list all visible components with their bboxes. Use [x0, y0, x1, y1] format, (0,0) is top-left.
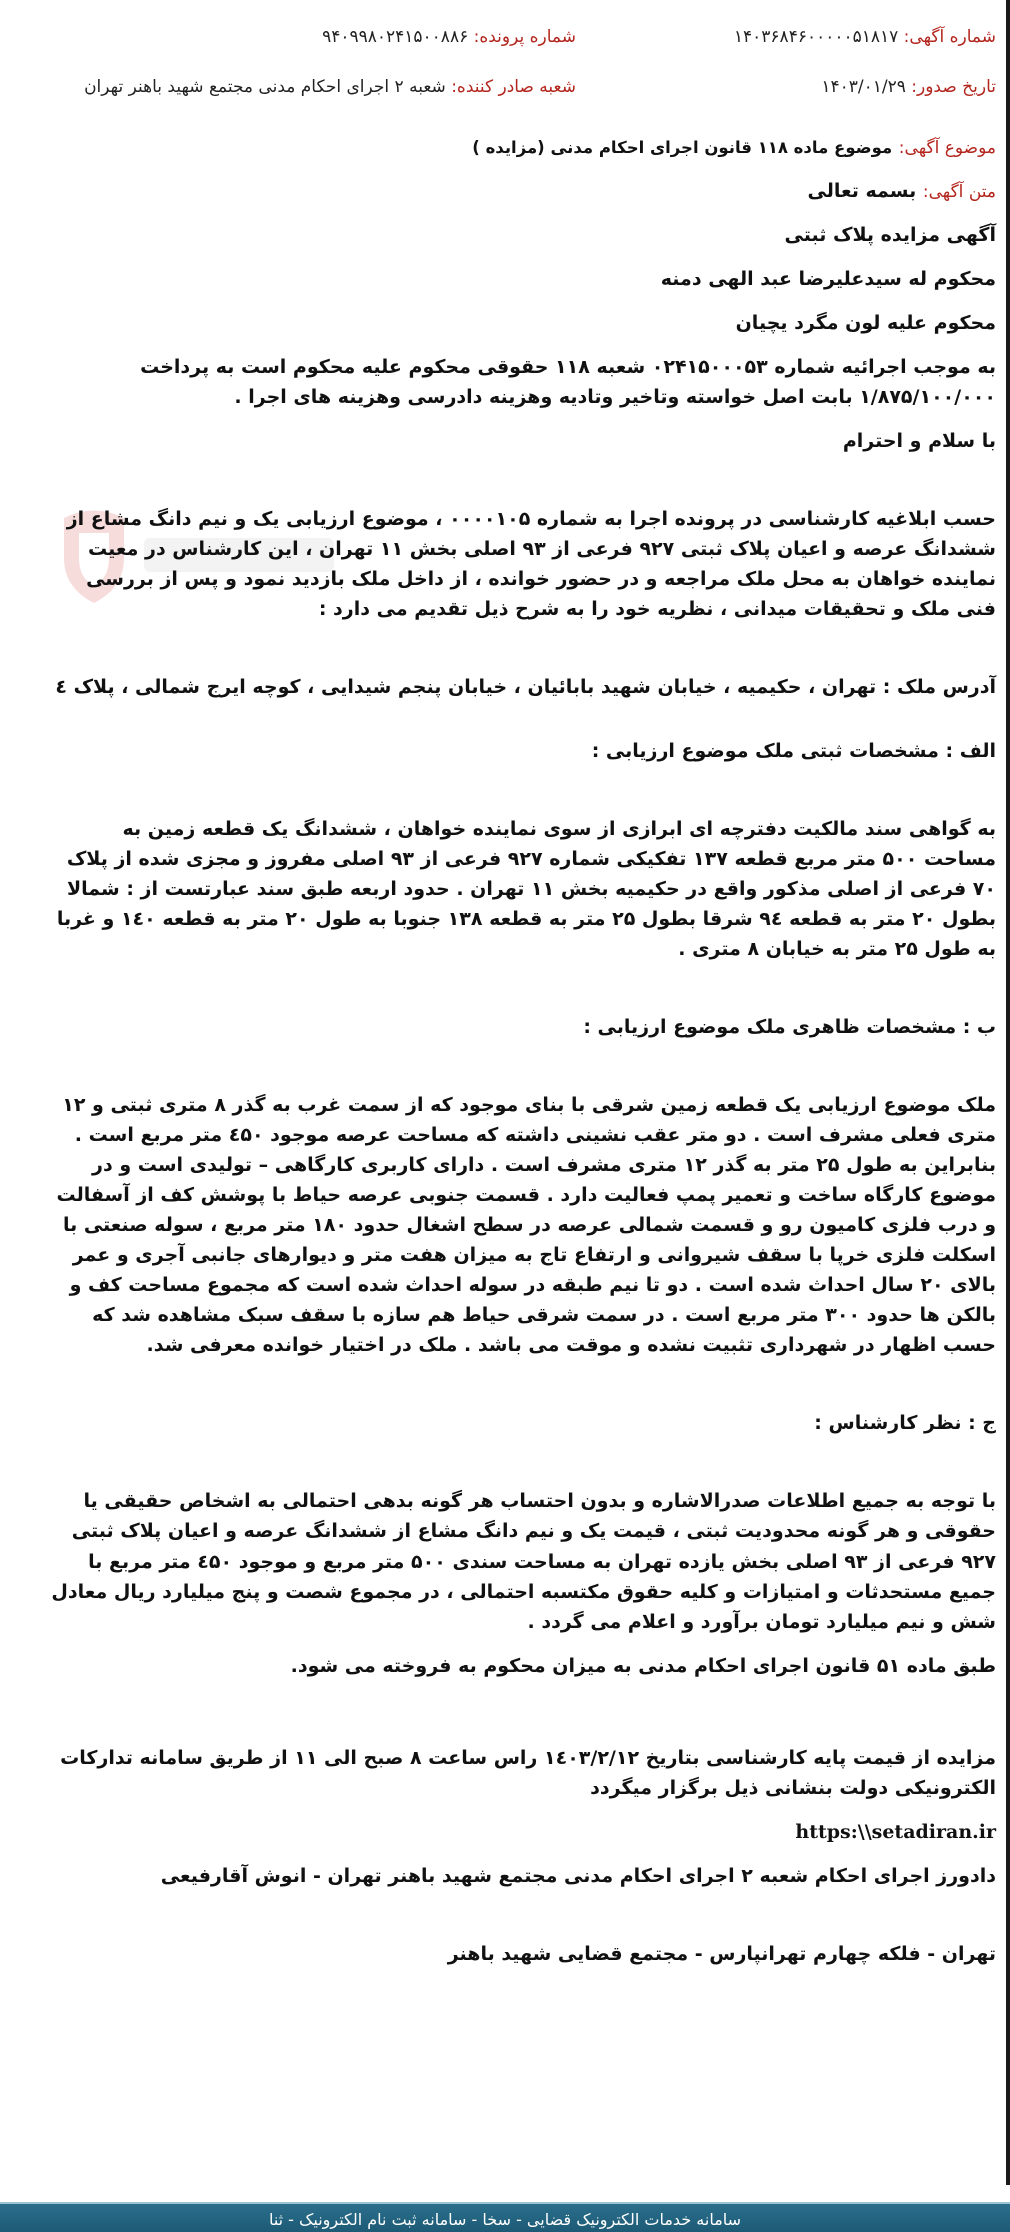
salutation: با سلام و احترام [842, 430, 996, 453]
auction-info: مزایده از قیمت پایه کارشناسی بتاریخ ۱٤۰۳/۲/۱۲ راس ساعت ۸ صبح الی ۱۱ از طریق سامانه تدارکات الکترونیکی دولت بنشانی ذیل برگزار میگردد [60, 1746, 996, 1799]
ad-title: آگهی مزایده پلاک ثبتی [784, 224, 996, 247]
body-text-label: متن آگهی: [922, 182, 996, 203]
issuing-branch-label: شعبه صادر کننده: [451, 77, 576, 97]
issue-date-value: ۱۴۰۳/۰۱/۲۹ [821, 77, 906, 97]
location-line: تهران - فلکه چهارم تهرانپارس - مجتمع قضایی شهید باهنر [447, 1942, 996, 1965]
auction-url-line [50, 1817, 996, 1847]
property-address: آدرس ملک : تهران ، حکیمیه ، خیابان شهید بابائیان ، خیابان پنجم شیدایی ، کوچه ایرج شمالی ، پلاک ٤ [55, 676, 996, 699]
ad-number-value: ۱۴۰۳۶۸۴۶۰۰۰۰۰۵۱۸۱۷ [733, 27, 899, 47]
ad-number-label: شماره آگهی: [903, 27, 996, 47]
notice-content [50, 132, 996, 1969]
issue-date [821, 77, 996, 97]
issuing-branch-value: شعبه ۲ اجرای احکام مدنی مجتمع شهید باهنر تهران [84, 77, 446, 97]
case-number-value: ۹۴۰۹۹۸۰۲۴۱۵۰۰۸۸۶ [322, 27, 469, 47]
intro-paragraph: به موجب اجرائیه شماره ۰۲۴۱۵۰۰۰۵۳ شعبه ۱۱۸ حقوقی محکوم علیه محکوم است به پرداخت ۱/۸۷۵/۱۰۰/۰۰۰ بابت اصل خواسته وتاخیر وتادیه وهزینه دادرسی وهزینه های اجرا . [140, 356, 996, 409]
section-c-title: ج : نظر کارشناس : [814, 1412, 996, 1435]
auction-url-link[interactable]: https:\\setadiran.ir [795, 1820, 996, 1843]
convicted-for: محکوم له سیدعلیرضا عبد الهی دمنه [660, 268, 996, 291]
section-a-title: الف : مشخصات ثبتی ملک موضوع ارزیابی : [591, 740, 996, 763]
article-51-text: طبق ماده ۵۱ قانون اجرای احکام مدنی به میزان محکوم به فروخته می شود. [290, 1654, 996, 1677]
section-b-title: ب : مشخصات ظاهری ملک موضوع ارزیابی : [583, 1016, 996, 1039]
subject-value: موضوع ماده ۱۱۸ قانون اجرای احکام مدنی (مزایده ) [472, 138, 893, 157]
subject-line [50, 132, 996, 162]
judge-signature: دادورز اجرای احکام شعبه ۲ اجرای احکام مدنی مجتمع شهید باهنر تهران - انوش آقارفیعی [160, 1864, 996, 1887]
case-number-label: شماره پرونده: [473, 27, 576, 47]
issue-date-label: تاریخ صدور: [911, 77, 996, 97]
issuing-branch [84, 77, 576, 97]
convicted-against: محکوم علیه لون مگرد یچیان [735, 312, 996, 335]
notice-paragraph: حسب ابلاغیه کارشناسی در پرونده اجرا به شماره ۰۰۰۰۱۰۵ ، موضوع ارزیابی یک و نیم دانگ مشاع از ششدانگ عرصه و اعیان پلاک ثبتی ۹۲۷ فرعی از ۹۳ اصلی بخش ۱۱ تهران ، این کارشناس در معیت نماینده خواهان به محل ملک مراجعه و در حضور خوانده ، از داخل ملک بازدید نمود و پس از بررسی فنی ملک و تحقیقات میدانی ، نظریه خود را به شرح ذیل تقدیم می دارد : [66, 508, 996, 621]
case-number [322, 27, 576, 47]
section-c-text: با توجه به جمیع اطلاعات صدرالاشاره و بدون احتساب هر گونه بدهی احتمالی به اشخاص حقیقی یا حقوقی و هر گونه محدودیت ثبتی ، قیمت یک و نیم دانگ مشاع از ششدانگ عرصه و اعیان پلاک ثبتی ۹۲۷ فرعی از ۹۳ اصلی بخش یازده تهران به مساحت سندی ۵۰۰ متر مربع و موجود ٤۵۰ متر مربع با جمیع مستحدثات و امتیازات و کلیه حقوق مکتسبه احتمالی ، در مجموع شصت و پنج میلیارد ریال معادل شش و نیم میلیارد تومان برآورد و اعلام می گردد . [51, 1490, 996, 1633]
greeting-title: بسمه تعالی [807, 180, 917, 203]
right-border [1006, 0, 1010, 2185]
ad-number [734, 27, 996, 47]
footer-text: سامانه خدمات الکترونیک قضایی - سخا - سامانه ثبت نام الکترونیک - ثنا [268, 2210, 742, 2229]
section-b-text: ملک موضوع ارزیابی یک قطعه زمین شرقی با بنای موجود که از سمت غرب به گذر ۸ متری ثبتی و ۱۲ متری فعلی مشرف است . دو متر عقب نشینی داشته که مساحت عرصه موجود ٤۵۰ متر مربع است . بنابراین به طول ۲۵ متر به گذر ۱۲ متری مشرف است . دارای کاربری کارگاهی – تولیدی است و در موضوع کارگاه ساخت و تعمیر پمپ فعالیت دارد . قسمت جنوبی عرصه حیاط با پوشش کف از آسفالت و درب فلزی کامیون رو و قسمت شمالی عرصه در سطح اشغال حدود ۱۸۰ متر مربع ، سوله صنعتی با اسکلت فلزی خرپا با سقف شیروانی و ارتفاع تاج به میزان هفت متر و دیوارهای جانبی آجری و عمر بالای ۲۰ سال احداث شده است . دو تا نیم طبقه در سوله احداث شده است که مجموع مساحت کف و بالکن ها حدود ۳۰۰ متر مربع است . در سمت شرقی حیاط هم سازه با سقف سبک مشاهده شد که حسب اظهار در شهرداری تثبیت نشده و موقت می باشد . ملک در اختیار خوانده معرفی شد. [56, 1094, 996, 1357]
subject-label: موضوع آگهی: [898, 138, 996, 158]
section-a-text: به گواهی سند مالکیت دفترچه ای ابرازی از سوی نماینده خواهان ، ششدانگ یک قطعه زمین به مساحت ۵۰۰ متر مربع قطعه ۱۳۷ تفکیکی شماره ۹۲۷ فرعی از ۹۳ اصلی مفروز و مجزی شده از پلاک ۷۰ فرعی از اصلی مذکور واقع در حکیمیه بخش ۱۱ تهران . حدود اربعه طبق سند عبارتست از : شمالا بطول ۲۰ متر به قطعه ۹٤ شرقا بطول ۲۵ متر به قطعه ۱۳۸ جنوبا به طول ۲۰ متر به قطعه ۱٤۰ و غربا به طول ۲۵ متر به خیابان ۸ متری . [56, 818, 996, 961]
body-heading [50, 176, 996, 206]
